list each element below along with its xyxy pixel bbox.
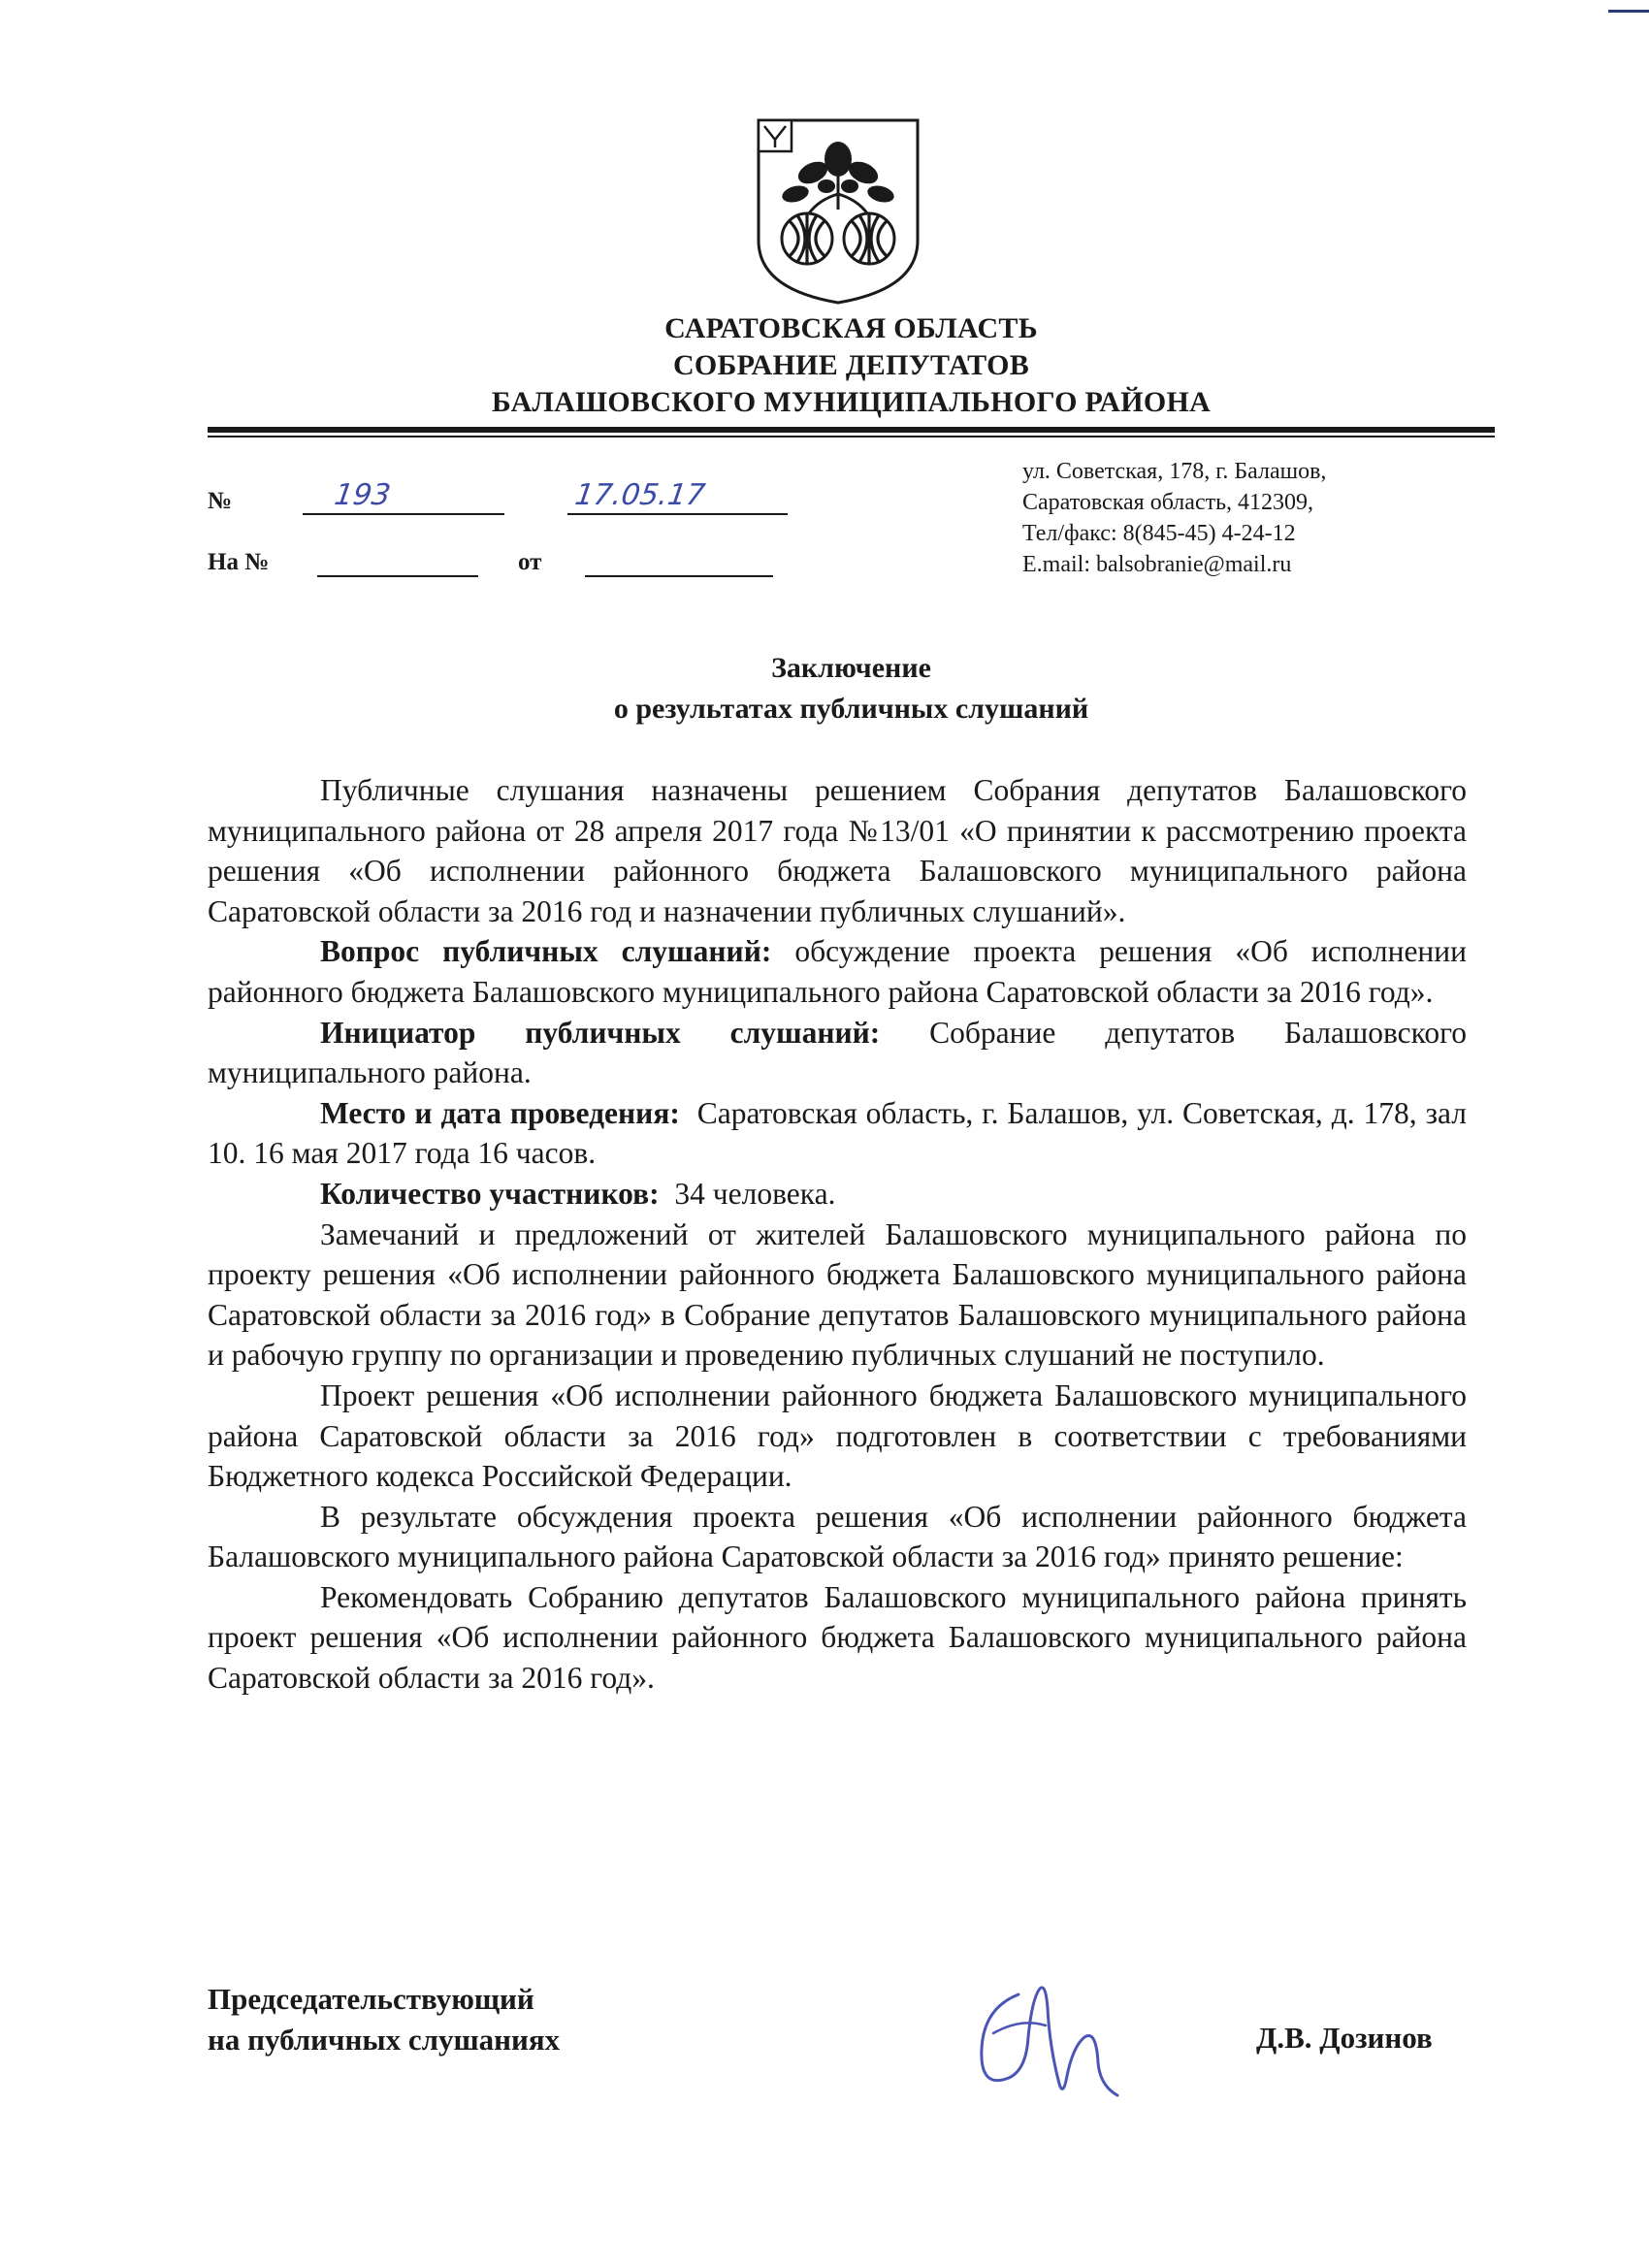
- header-divider-thick: [208, 427, 1495, 433]
- paragraph-initiator: [208, 1013, 1467, 1093]
- outgoing-number-value: 193: [332, 478, 393, 512]
- paragraph-appointment: Публичные слушания назначены решением Собрания депутатов Балашовского муниципального района от 28 апреля 2017 года №13/01 «О принятии к рассмотрению проекта решения «Об исполнении районного бюджета Балашовского муниципального района Саратовской области за 2016 год и назначении публичных слушаний».: [208, 773, 1467, 928]
- header-divider-thin: [208, 436, 1495, 437]
- participants-text: 34 человека.: [659, 1176, 836, 1211]
- initiator-text: Собрание депутатов Балашовского муниципального района.: [208, 1015, 1468, 1090]
- reply-to-label: На №: [208, 549, 270, 575]
- paragraph-participants: [208, 1174, 1467, 1215]
- address-phone: Тел/факс: 8(845-45) 4-24-12: [1022, 521, 1296, 546]
- initiator-label: Инициатор публичных слушаний:: [320, 1015, 881, 1050]
- outgoing-number-line: [303, 513, 504, 515]
- signatory-name: Д.В. Дозинов: [1256, 2021, 1433, 2055]
- outgoing-date-line: [567, 513, 788, 515]
- address-block: [1022, 456, 1326, 580]
- signatory-role-line1: Председательствующий: [208, 1982, 534, 2016]
- paragraph-compliance: Проект решения «Об исполнении районного бюджета Балашовского муниципального района Саратовской области за 2016 год» подготовлен в соответствии с требованиями Бюджетного кодекса Российской Федерации.: [208, 1377, 1467, 1494]
- place-date-label: Место и дата проведения:: [320, 1095, 680, 1130]
- place-date-text: Саратовская область, г. Балашов, ул. Советская, д. 178, зал 10. 16 мая 2017 года 16 часов.: [208, 1095, 1474, 1171]
- paragraph-place-date: [208, 1093, 1474, 1174]
- paragraph-question: [208, 931, 1467, 1012]
- outgoing-number-label: №: [208, 488, 233, 514]
- signatory-role-line2: на публичных слушаниях: [208, 2023, 561, 2057]
- org-district: БАЛАШОВСКОГО МУНИЦИПАЛЬНОГО РАЙОНА: [491, 386, 1212, 418]
- document-subtitle: о результатах публичных слушаний: [613, 693, 1089, 725]
- org-region: САРАТОВСКАЯ ОБЛАСТЬ: [664, 312, 1038, 344]
- reply-from-label: от: [518, 549, 542, 575]
- scan-corner-mark: [1608, 10, 1649, 13]
- question-text: обсуждение проекта решения «Об исполнении районного бюджета Балашовского муниципального района Саратовской области за 2016 год».: [208, 934, 1468, 1009]
- reply-from-line: [585, 575, 773, 577]
- document-title: Заключение: [771, 652, 931, 684]
- document-body: [208, 770, 1474, 1699]
- paragraph-recommendation: Рекомендовать Собранию депутатов Балашовского муниципального района принять проект решения «Об исполнении районного бюджета Балашовского муниципального района Саратовской области за 2016 год».: [208, 1579, 1467, 1696]
- org-assembly: СОБРАНИЕ ДЕПУТАТОВ: [672, 349, 1030, 381]
- participants-label: Количество участников:: [320, 1176, 660, 1211]
- question-label: Вопрос публичных слушаний:: [320, 934, 772, 969]
- outgoing-date-value: 17.05.17: [572, 478, 708, 512]
- paragraph-result: В результате обсуждения проекта решения «Об исполнении районного бюджета Балашовского муниципального района Саратовской области за 2016 год» принято решение:: [208, 1499, 1467, 1574]
- paragraph-remarks: Замечаний и предложений от жителей Балашовского муниципального района по проекту решения «Об исполнении районного бюджета Балашовского муниципального района Саратовской области за 2016 год» в Собрание депутатов Балашовского муниципального района и рабочую группу по организации и проведению публичных слушаний не поступило.: [208, 1216, 1467, 1373]
- reply-to-line: [317, 575, 478, 577]
- coat-of-arms-emblem: [755, 116, 922, 307]
- address-email: E.mail: balsobranie@mail.ru: [1022, 552, 1292, 577]
- handwritten-signature: [970, 1969, 1135, 2105]
- address-street: ул. Советская, 178, г. Балашов,: [1022, 459, 1327, 484]
- signatory-role: [208, 1979, 560, 2060]
- address-region: Саратовская область, 412309,: [1022, 490, 1314, 515]
